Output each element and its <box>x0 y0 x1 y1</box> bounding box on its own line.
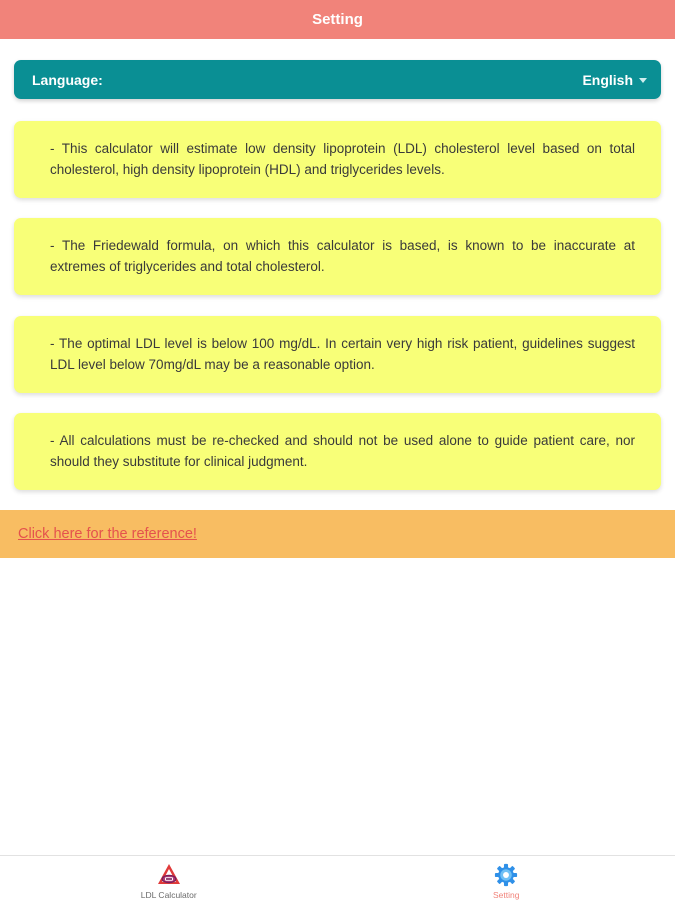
tab-setting[interactable] <box>338 856 675 900</box>
info-card-friedewald <box>14 218 661 295</box>
gear-icon[interactable] <box>493 863 519 887</box>
reference-bar <box>0 510 675 558</box>
header-bar <box>0 0 675 39</box>
info-card-ldl-estimate <box>14 121 661 198</box>
info-text: - The Friedewald formula, on which this calculator is based, is known to be inaccurate at extremes of triglycerides and total cholesterol. <box>50 238 635 274</box>
info-text: - This calculator will estimate low density lipoprotein (LDL) cholesterol level based on total cholesterol, high density lipoprotein (HDL) and triglycerides levels. <box>50 141 635 177</box>
reference-link[interactable]: Click here for the reference! <box>18 526 197 542</box>
chevron-down-icon[interactable] <box>639 78 647 83</box>
page-title: Setting <box>312 11 363 28</box>
tab-label: Setting <box>493 890 520 900</box>
ldl-logo-icon[interactable] <box>156 863 182 887</box>
language-selected-value[interactable]: English <box>582 71 633 88</box>
language-label: Language: <box>32 71 103 88</box>
bottom-tab-bar <box>0 855 675 900</box>
info-card-optimal-ldl <box>14 316 661 393</box>
language-dropdown[interactable] <box>582 72 647 88</box>
info-text: - The optimal LDL level is below 100 mg/dL. In certain very high risk patient, guidelines suggest LDL level below 70mg/dL may be a reasonable option. <box>50 336 635 372</box>
info-card-disclaimer <box>14 413 661 490</box>
tab-label: LDL Calculator <box>140 890 197 900</box>
info-text: - All calculations must be re-checked and should not be used alone to guide patient care, nor should they substitute for clinical judgment. <box>50 433 635 469</box>
tab-ldl-calculator[interactable] <box>0 856 338 900</box>
language-selector[interactable] <box>14 60 661 99</box>
